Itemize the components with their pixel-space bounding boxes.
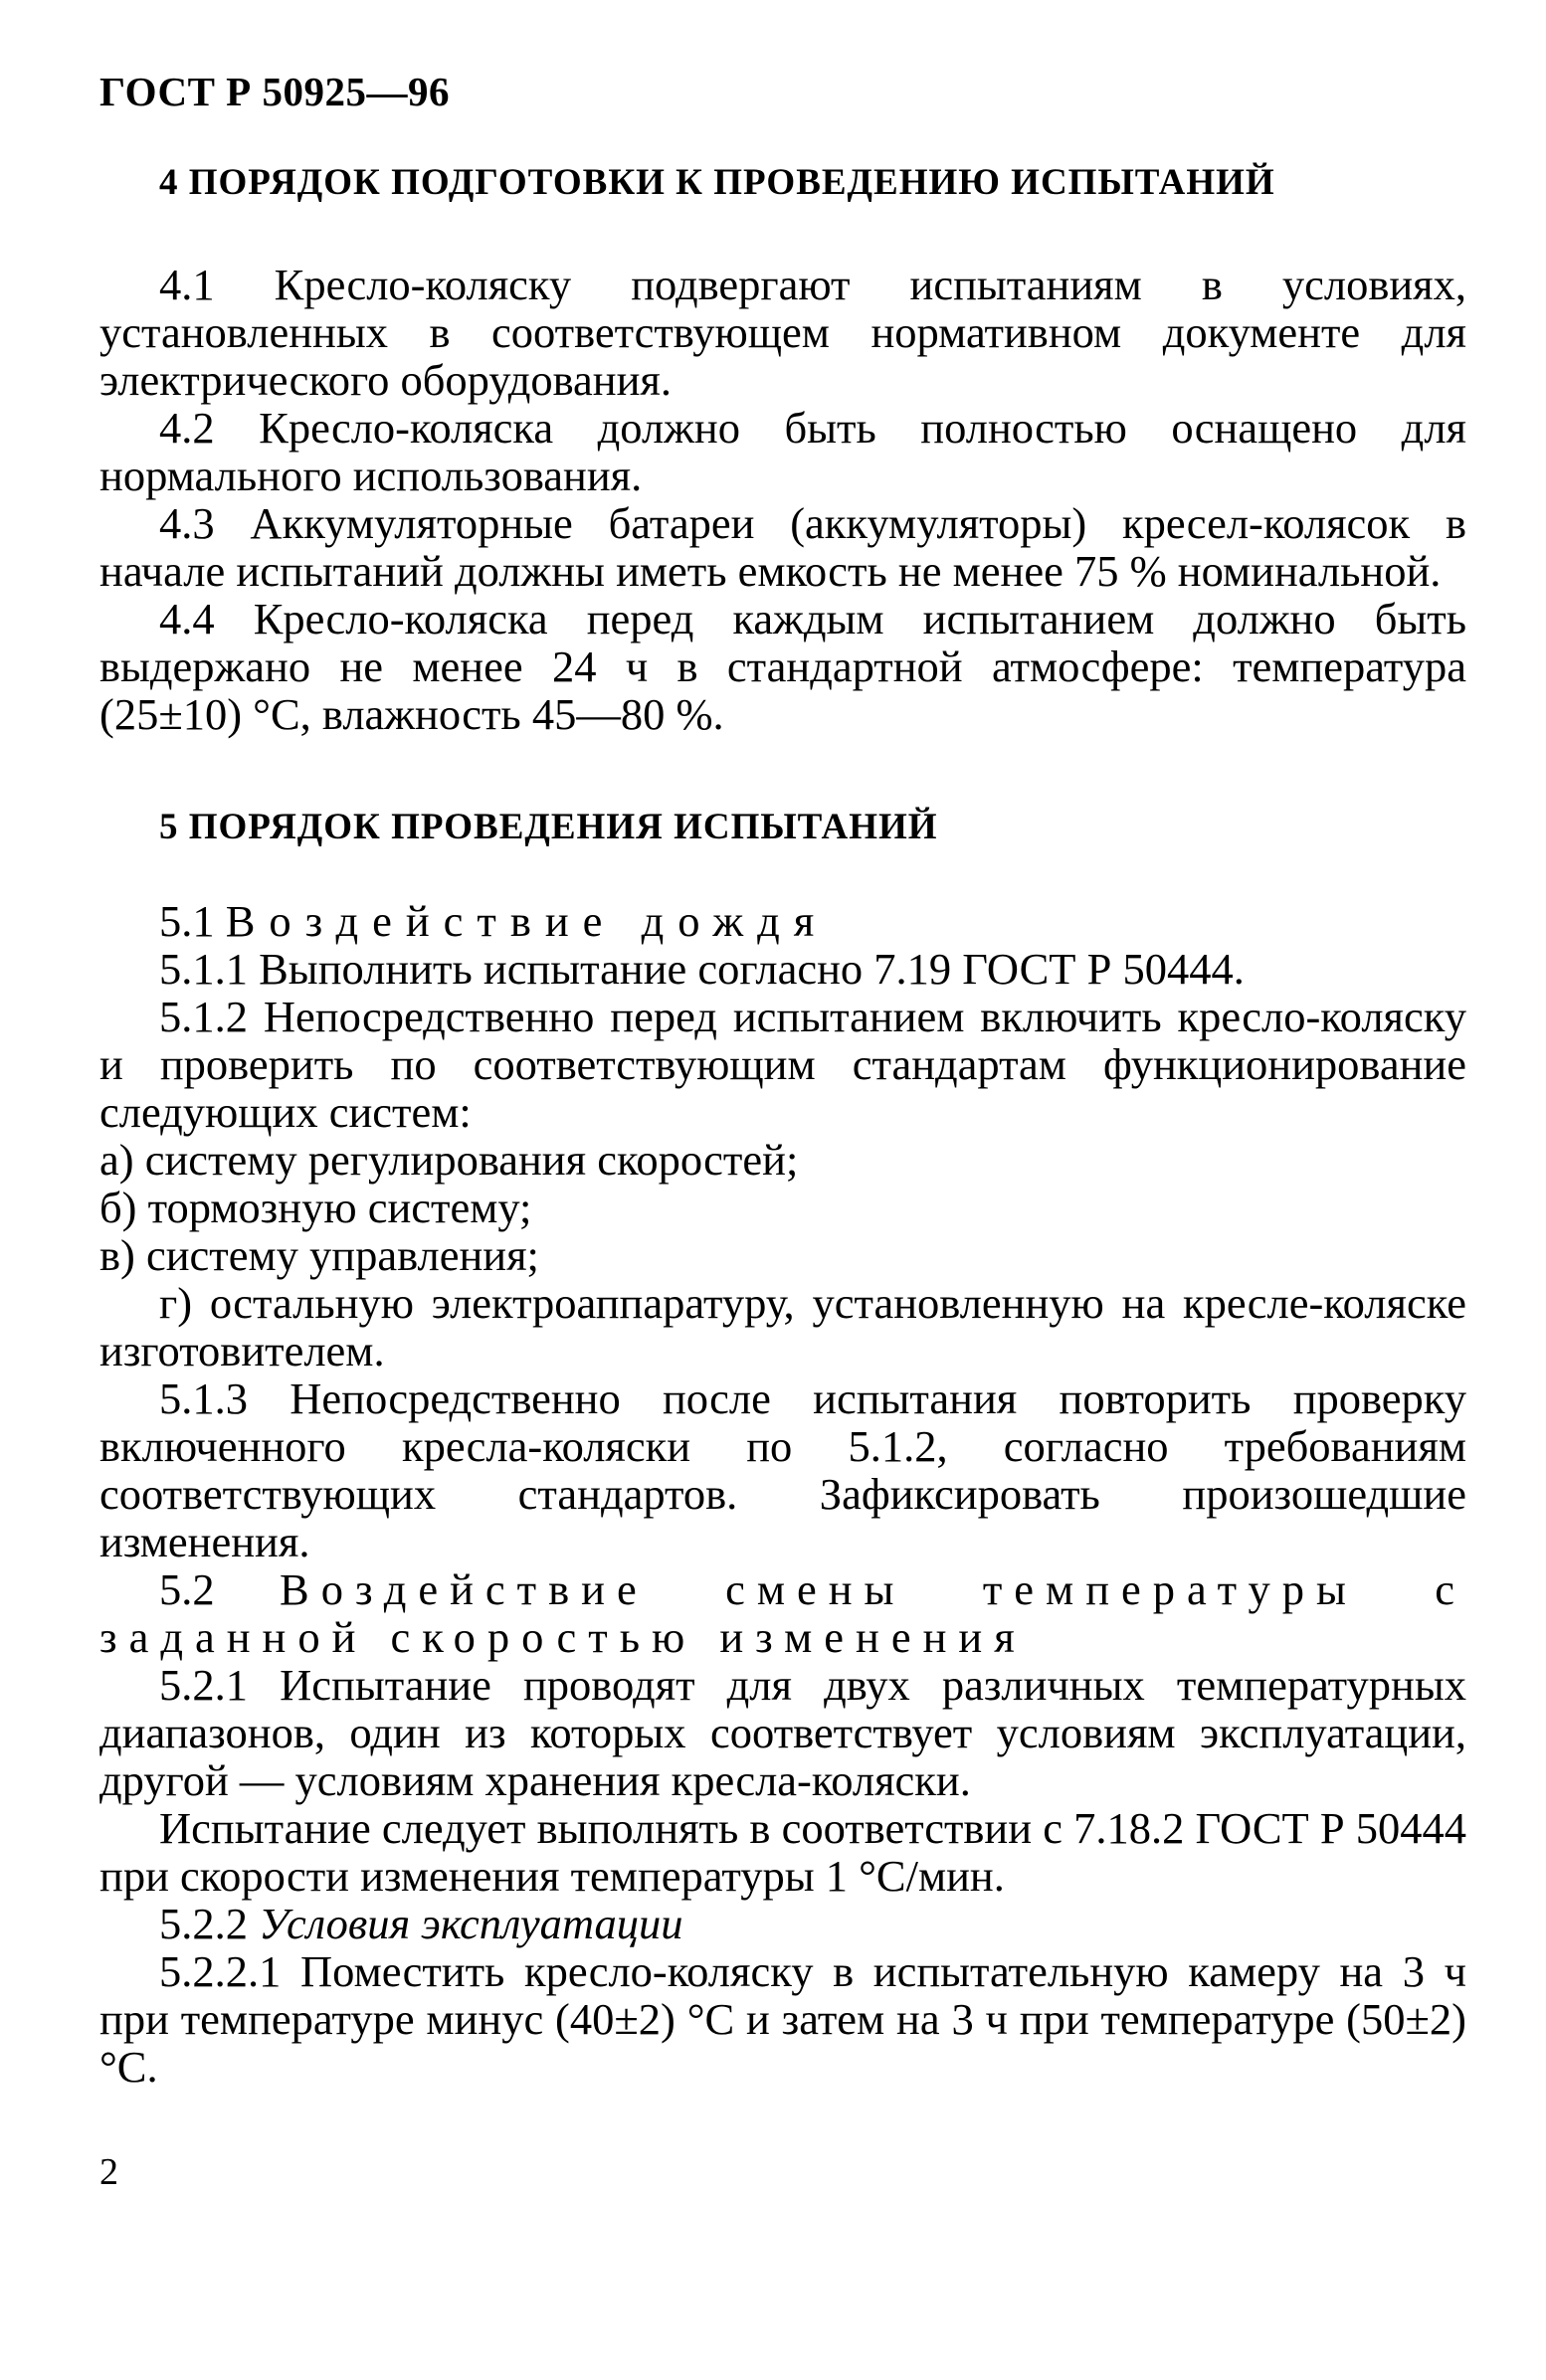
list-item-v: в) систему управления; bbox=[99, 1230, 539, 1280]
subsection-5-1-number: 5.1 bbox=[159, 896, 215, 946]
section-4-title: 4 ПОРЯДОК ПОДГОТОВКИ К ПРОВЕДЕНИЮ ИСПЫТАНИЙ bbox=[159, 162, 1275, 203]
paragraph-4-2: 4.2 Кресло-коляска должно быть полностью оснащено для нормального использования. bbox=[99, 403, 1466, 500]
paragraph-5-1-2: 5.1.2 Непосредственно перед испытанием включить кресло-коляску и проверить по соответствующим стандартам функционирование следующих систем: bbox=[99, 992, 1466, 1137]
subsection-5-2-heading bbox=[99, 1565, 1466, 1661]
subsection-5-2-2-number: 5.2.2 bbox=[159, 1899, 248, 1948]
paragraph-4-1: 4.1 Кресло-коляску подвергают испытаниям в условиях, установленных в соответствующем нормативном документе для электрического оборудования. bbox=[99, 260, 1466, 405]
paragraph-5-2-2-1: 5.2.2.1 Поместить кресло-коляску в испытательную камеру на 3 ч при температуре минус (40±2) °С и затем на 3 ч при температуре (50±2) °С. bbox=[99, 1946, 1466, 2092]
list-item-a: а) систему регулирования скоростей; bbox=[99, 1135, 799, 1185]
subsection-5-2-number: 5.2 bbox=[159, 1564, 215, 1614]
paragraph-4-4: 4.4 Кресло-коляска перед каждым испытанием должно быть выдержано не менее 24 ч в стандартной атмосфере: температура (25±10) °С, влажность 45—80 %. bbox=[99, 594, 1466, 739]
subsection-5-2-2-heading bbox=[99, 1900, 1466, 1947]
list-item-b: б) тормозную систему; bbox=[99, 1183, 532, 1232]
section-5-body bbox=[99, 897, 1466, 2091]
section-4-body bbox=[99, 261, 1466, 738]
paragraph-5-1-1: 5.1.1 Выполнить испытание согласно 7.19 ГОСТ Р 50444. bbox=[159, 944, 1245, 994]
subsection-5-1-title: Воздействие дождя bbox=[225, 896, 829, 946]
subsection-5-2-title: Воздействие смены температуры с заданной скоростью изменения bbox=[99, 1564, 1466, 1662]
list-item-g: г) остальную электроаппаратуру, установленную на кресле-коляске изготовителем. bbox=[99, 1278, 1466, 1375]
paragraph-5-1-3: 5.1.3 Непосредственно после испытания повторить проверку включенного кресла-коляски по 5.1.2, согласно требованиям соответствующих стандартов. Зафиксировать произошедшие изменения. bbox=[99, 1373, 1466, 1566]
paragraph-5-2-1: 5.2.1 Испытание проводят для двух различных температурных диапазонов, один из которых соответствует условиям эксплуатации, другой — условиям хранения кресла-коляски. bbox=[99, 1660, 1466, 1805]
section-5-title: 5 ПОРЯДОК ПРОВЕДЕНИЯ ИСПЫТАНИЙ bbox=[159, 807, 938, 847]
standard-code-header: ГОСТ Р 50925—96 bbox=[99, 69, 450, 114]
subsection-5-2-2-title: Условия эксплуатации bbox=[259, 1899, 683, 1948]
subsection-5-1-heading bbox=[99, 897, 1466, 945]
paragraph-5-2-1-continued: Испытание следует выполнять в соответствии с 7.18.2 ГОСТ Р 50444 при скорости изменения температуры 1 °С/мин. bbox=[99, 1803, 1466, 1901]
paragraph-4-3: 4.3 Аккумуляторные батареи (аккумуляторы) кресел-колясок в начале испытаний должны иметь емкость не менее 75 % номинальной. bbox=[99, 498, 1466, 596]
page-number: 2 bbox=[99, 2151, 118, 2193]
